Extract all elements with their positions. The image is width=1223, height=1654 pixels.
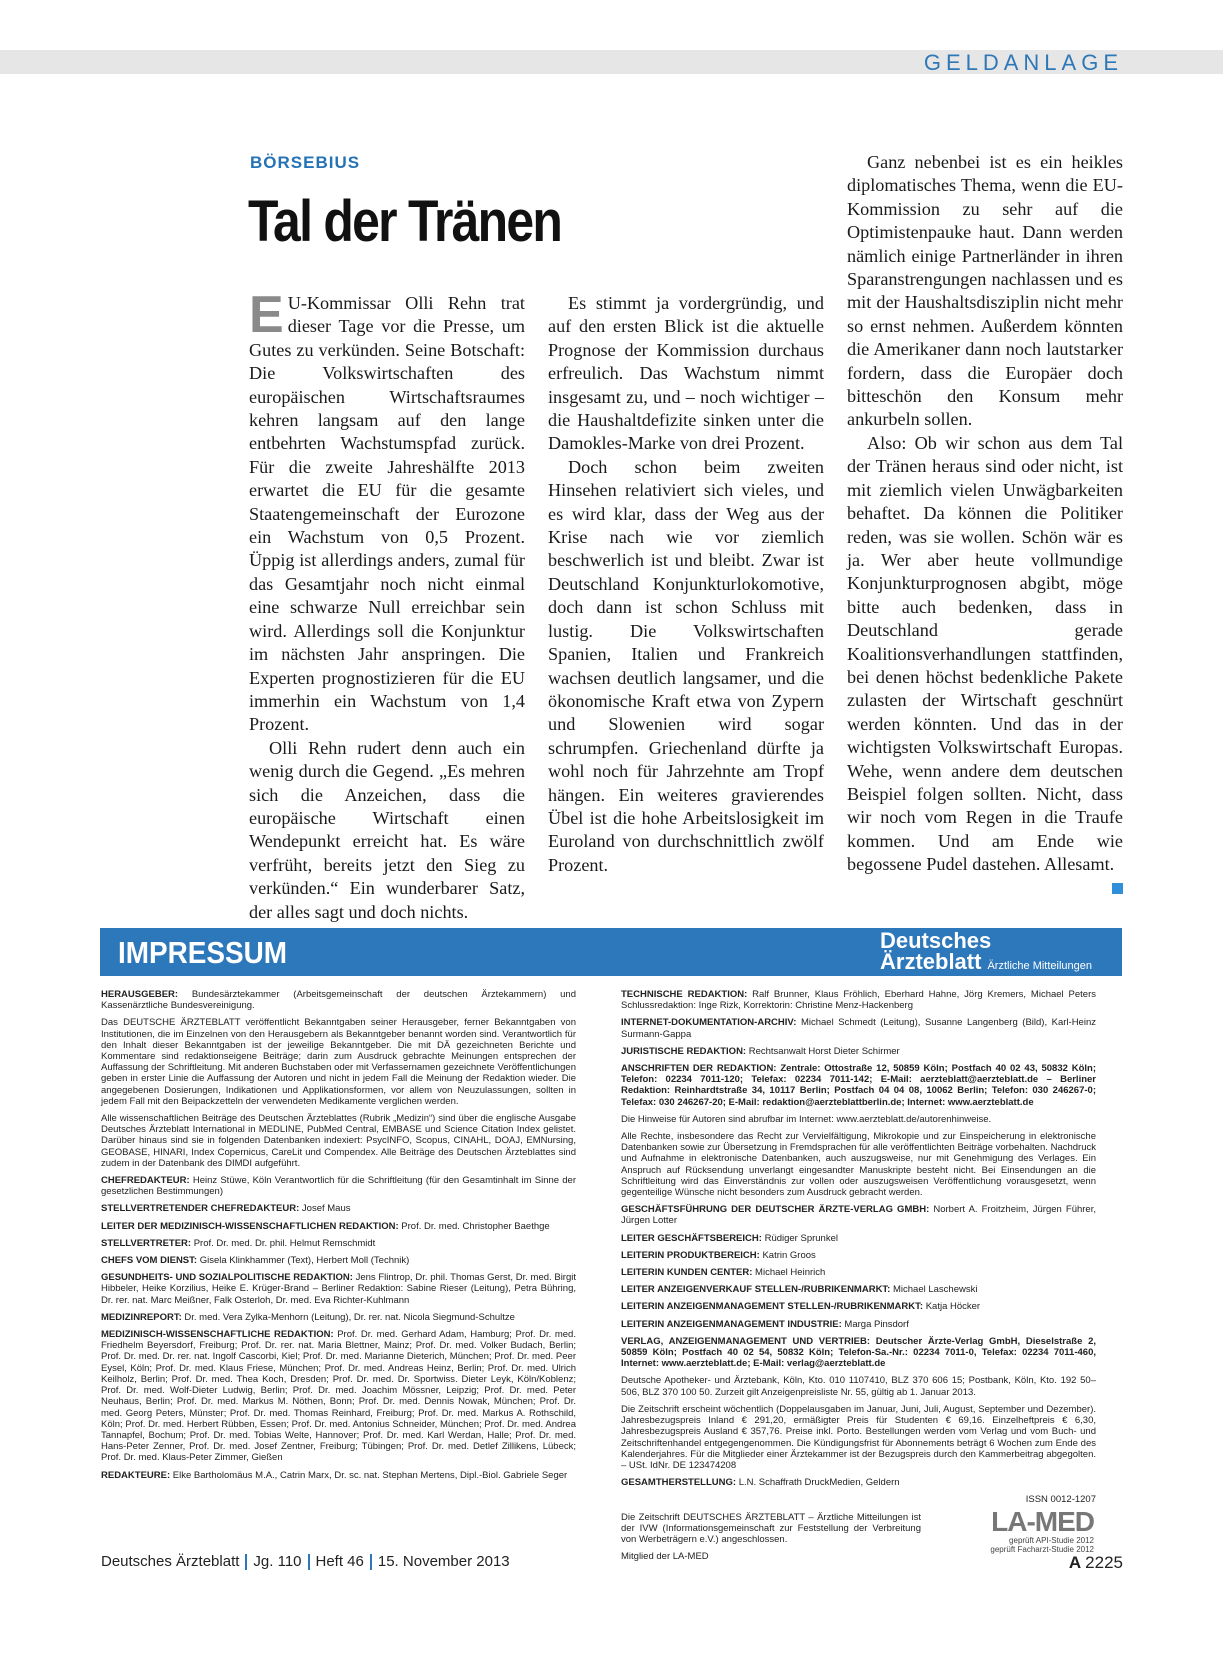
impressum-text: Norbert A. Froitzheim, Jürgen Führer, Jürgen Lotter <box>621 1204 1096 1227</box>
article-column-1 <box>249 286 525 924</box>
impressum-text: Die Zeitschrift erscheint wöchentlich (Doppelausgaben im Januar, Juni, Juli, August, September und Dezember). Jahresbezugspreis Inland € 291,20, ermäßigter Preis für Studenten € 69,16. Einzelheftpreis € 6,30, Jahresbezugspreis Ausland € 357,76. Preise inkl. Porto. Bestellungen werden vom Verlag und vom Buch- und Zeitschriftenhandel entgegengenommen. Die Kündigungsfrist für Abonnements beträgt 6 Wochen zum Ende des Kalenderjahres. Für die Mitglieder einer Ärztekammer ist der Bezugspreis durch den Kammerbeitrag abgegolten. – USt. IdNr. DE 123474208 <box>621 1403 1096 1471</box>
footer-volume: Jg. 110 <box>253 1553 302 1570</box>
drop-cap: E <box>249 286 284 344</box>
page-number: A 2225 <box>1068 1553 1123 1572</box>
impressum-text: Deutsche Apotheker- und Ärztebank, Köln, Kto. 010 1107410, BLZ 370 606 15; Postbank, Köln, Kto. 192 50–506, BLZ 370 100 50. Zurzeit gilt Anzeigenpreisliste Nr. 55, gültig ab 1. Januar 2013. <box>621 1375 1096 1398</box>
brand-line1: Deutsches <box>880 928 992 953</box>
article-headline: Tal der Tränen <box>248 189 562 254</box>
impressum-entry <box>621 1284 1096 1295</box>
impressum-text: Jens Flintrop, Dr. phil. Thomas Gerst, Dr. med. Birgit Hibbeler, Heike Korzilius, Heike E. Krüger-Brand – Berliner Redaktion: Sabine Rieser (Leitung), Petra Bühring, Dr. rer. nat. Marc Meißner, Falk Osterloh, Dr. med. Eva Richter-Kuhlmann <box>101 1272 576 1306</box>
impressum-entry <box>101 1470 576 1481</box>
impressum-label: GESCHÄFTSFÜHRUNG DER DEUTSCHER ÄRZTE-VERLAG GMBH: <box>621 1204 930 1216</box>
impressum-header <box>100 928 1122 976</box>
impressum-entry <box>621 1233 1096 1244</box>
end-mark-icon <box>1112 883 1123 894</box>
impressum-label: CHEFREDAKTEUR: <box>101 1175 190 1187</box>
impressum-text: Elke Bartholomäus M.A., Catrin Marx, Dr. sc. nat. Stephan Mertens, Dipl.-Biol. Gabriele Seger <box>170 1469 568 1481</box>
impressum-label: LEITERIN ANZEIGENMANAGEMENT STELLEN-/RUBRIKENMARKT: <box>621 1301 924 1313</box>
impressum-label: MEDIZINISCH-WISSENSCHAFTLICHE REDAKTION: <box>101 1329 334 1341</box>
impressum-entry <box>101 1238 576 1249</box>
impressum-entry <box>621 1336 1096 1370</box>
impressum-label: LEITERIN ANZEIGENMANAGEMENT INDUSTRIE: <box>621 1318 842 1330</box>
impressum-text: Das DEUTSCHE ÄRZTEBLATT veröffentlicht Bekanntgaben seiner Herausgeber, ferner Bekanntgaben von Institutionen, die im Einzelnen von den Herausgebern als Bekanntgeber benannt worden sind. Verantwortlich für den Inhalt dieser Bekanntgaben ist der jeweilige Bekanntgeber. Die mit DÄ gezeichneten Berichte und Kommentare sind redaktionseigene Beiträge; darin zum Ausdruck gebrachte Meinungen entsprechen der Auffassung der Schriftleitung. Mit anderen Buchstaben oder mit Verfassernamen gezeichnete Veröffentlichungen geben in erster Linie die Auffassung der Autoren und nicht in jedem Fall die Meinung der Redaktion wieder. Die angegebenen Dosierungen, Indikationen und Applikationsformen, vor allem von Neuzulassungen, sollten in jedem Fall mit den Beipackzetteln der verwendeten Medikamente verglichen werden. <box>101 1017 576 1107</box>
issn: ISSN 0012-1207 <box>1025 1494 1096 1506</box>
article-paragraph: Es stimmt ja vordergründig, und auf den ersten Blick ist die aktuelle Prognose der Kommission durchaus erfreulich. Das Wachstum nimmt insgesamt zu, und – noch wichtiger – die Haushaltdefizite sinken unter die Damokles-Marke von drei Prozent. <box>548 293 824 454</box>
impressum-text: Dr. med. Vera Zylka-Menhorn (Leitung), Dr. rer. nat. Nicola Siegmund-Schultze <box>181 1311 515 1323</box>
impressum-text: Gisela Klinkhammer (Text), Herbert Moll (Technik) <box>197 1255 410 1267</box>
section-bar <box>0 50 1223 74</box>
impressum-entry <box>621 1063 1096 1108</box>
impressum-entry <box>621 1267 1096 1278</box>
impressum-text: L.N. Schaffrath DruckMedien, Geldern <box>736 1477 900 1489</box>
impressum-label: LEITERIN KUNDEN CENTER: <box>621 1267 753 1279</box>
impressum-entry <box>101 1255 576 1266</box>
impressum-label: REDAKTEURE: <box>101 1469 171 1481</box>
footer-separator <box>308 1554 310 1570</box>
impressum-entry <box>101 1329 576 1463</box>
footer-separator <box>245 1554 247 1570</box>
article-column-3 <box>847 151 1123 894</box>
impressum-entry <box>101 1017 576 1107</box>
impressum-entry <box>621 1046 1096 1057</box>
impressum-entry <box>101 1221 576 1232</box>
impressum-label: LEITER DER MEDIZINISCH-WISSENSCHAFTLICHEN REDAKTION: <box>101 1220 399 1232</box>
impressum-label: LEITER ANZEIGENVERKAUF STELLEN-/RUBRIKENMARKT: <box>621 1284 891 1296</box>
impressum-text: Bundesärztekammer (Arbeitsgemeinschaft der deutschen Ärztekammern) und Kassenärztliche Bundesvereinigung. <box>101 989 576 1012</box>
impressum-label: MEDIZINREPORT: <box>101 1311 182 1323</box>
brand-subtitle: Ärztliche Mitteilungen <box>987 960 1093 972</box>
impressum-entry <box>621 1131 1096 1198</box>
impressum-title: IMPRESSUM <box>118 935 287 970</box>
impressum-label: TECHNISCHE REDAKTION: <box>621 989 748 1000</box>
impressum-left-column <box>101 989 576 1487</box>
article-paragraph: Ganz nebenbei ist es ein heikles diplomatisches Thema, wenn die EU-Kommission zu sehr auf die Optimistenpauke haut. Dann werden nämlich einige Partnerländer in ihren Sparanstrengungen nachlassen und es mit der Haushaltsdisziplin nicht mehr so ernst nehmen. Außerdem könnten die Amerikaner dann noch lautstarker fordern, dass die Europäer doch bitteschön den Konsum mehr ankurbeln sollen. <box>847 152 1123 430</box>
impressum-entry <box>101 1175 576 1197</box>
lamed-sub-2: geprüft Facharzt-Studie 2012 <box>990 1544 1094 1554</box>
impressum-text: Ralf Brunner, Klaus Fröhlich, Eberhard Hahne, Jörg Kremers, Michael Peters Schlussredaktion: Inge Rizk, Korrektorin: Christine Menz-Hackenberg <box>621 989 1097 1012</box>
impressum-entry <box>101 989 576 1011</box>
impressum-entry <box>621 1204 1096 1226</box>
impressum-text: Rüdiger Sprunkel <box>761 1232 838 1244</box>
brand-logo <box>880 930 1092 974</box>
footer-issue: Heft 46 <box>315 1553 364 1570</box>
brand-line2: Ärzteblatt <box>880 949 982 974</box>
impressum-entry <box>621 1250 1096 1261</box>
footer-magazine: Deutsches Ärzteblatt <box>101 1553 240 1570</box>
impressum-text: Die Hinweise für Autoren sind abrufbar im Internet: www.aerzteblatt.de/autorenhinweise. <box>621 1113 992 1125</box>
impressum-text: Katrin Groos <box>759 1249 816 1261</box>
impressum-label: HERAUSGEBER: <box>101 989 179 1000</box>
impressum-entry <box>621 1114 1096 1125</box>
impressum-text: Alle wissenschaftlichen Beiträge des Deutschen Ärzteblattes (Rubrik „Medizin“) sind über die englische Ausgabe Deutsches Ärzteblatt International in MEDLINE, PubMed Central, EMBASE und Science Citation Index gelistet. Darüber hinaus sind sie in folgenden Datenbanken indexiert: PsycINFO, Scopus, CINAHL, DOAJ, EMNursing, GEOBASE, HINARI, Index Copernicus, CareLit und Compendex. Alle Beiträge des Deutschen Ärzteblattes sind zudem in der Datenbank des DIMDI aufgeführt. <box>101 1113 576 1169</box>
article-paragraph: Also: Ob wir schon aus dem Tal der Tränen heraus sind oder nicht, ist mit ziemlich vielen Unwägbarkeiten behaftet. Da können die Politiker reden, was sie wollen. Schön wär es ja. Wer aber heute vollmundige Konjunkturprognosen abgibt, möge bitte auch bedenken, dass in Deutschland gerade Koalitionsverhandlungen stattfinden, bei denen höchst bedenkliche Pakete zulasten der Wirtschaft geschnürt werden könnten. Und das in der wichtigsten Volkswirtschaft Europas. Wehe, wenn andere dem deutschen Beispiel folgen sollten. Nicht, dass wir noch vom Regen in die Traufe kommen. Und am Ende wie begossene Pudel dastehen. Allesamt. <box>847 432 1123 877</box>
impressum-entry <box>621 1477 1096 1488</box>
impressum-text: Michael Laschewski <box>890 1284 978 1296</box>
impressum-label: LEITER GESCHÄFTSBEREICH: <box>621 1232 762 1244</box>
impressum-label: VERLAG, ANZEIGENMANAGEMENT UND VERTRIEB: Deutscher Ärzte-Verlag GmbH, Dieselstraße 2, 50859 Köln; Postfach 40 02 54, 50832 Köln; Telefon-Sa.-Nr.: 02234 7011-0, Telefax: 02234 7011-460, Internet: www.aerzteblatt.de; E-Mail: verlag@aerzteblatt.de <box>621 1335 1096 1370</box>
impressum-entry <box>101 1113 576 1169</box>
article-column-2 <box>548 292 824 877</box>
impressum-label: CHEFS VOM DIENST: <box>101 1255 198 1267</box>
page-footer <box>101 1553 1123 1575</box>
impressum-entry <box>621 1375 1096 1397</box>
impressum-text: Michael Heinrich <box>752 1267 826 1279</box>
article-paragraph: Olli Rehn rudert denn auch ein wenig durch die Gegend. „Es mehren sich die Anzeichen, dass die europäische Wirtschaft einen Wendepunkt erreicht hat. Es wäre verfrüht, bereits jetzt den Sieg zu verkünden.“ Ein wunderbarer Satz, der alles sagt und doch nichts. <box>249 737 525 922</box>
footer-separator <box>370 1554 372 1570</box>
impressum-label: JURISTISCHE REDAKTION: <box>621 1045 747 1057</box>
impressum-right-column <box>621 989 1096 1568</box>
impressum-entry <box>621 1404 1096 1471</box>
impressum-text: Rechtsanwalt Horst Dieter Schirmer <box>746 1045 900 1057</box>
impressum-label: ANSCHRIFTEN DER REDAKTION: Zentrale: Ottostraße 12, 50859 Köln; Postfach 40 02 43, 50832 Köln; Telefon: 02234 7011-120; Telefax: 02234 7011-142; E-Mail: aerzteblatt@aerzteblatt.de – Berliner Redaktion: Reinhardtstraße 34, 10117 Berlin; Postfach 04 04 08, 10062 Berlin; Telefon: 030 246267-0; Telefax: 030 246267-20; E-Mail: redaktion@aerzteblattberlin.de; Internet: www.aerzteblatt.de <box>621 1063 1096 1108</box>
impressum-text: Michael Schmedt (Leitung), Susanne Langenberg (Bild), Karl-Heinz Surmann-Gappa <box>621 1017 1096 1040</box>
article-paragraph: Doch schon beim zweiten Hinsehen relativiert sich vieles, und es wird klar, dass der Weg aus der Krise nach wie vor ziemlich beschwerlich ist und bleibt. Zwar ist Deutschland Konjunkturlokomotive, doch dann ist schon Schluss mit lustig. Die Volkswirtschaften Spanien, Italien und Frankreich wachsen deutlich langsamer, und die ökonomische Kraft etwa von Zypern und Slowenien wird sogar schrumpfen. Griechenland dürfte ja wohl noch für Jahrzehnte am Tropf hängen. Ein weiteres gravierendes Übel ist die hohe Arbeitslosigkeit im Euroland von durchschnittlich zwölf Prozent. <box>548 456 824 875</box>
footer-date: 15. November 2013 <box>377 1553 510 1570</box>
impressum-label: LEITERIN PRODUKTBEREICH: <box>621 1249 760 1261</box>
impressum-text: Prof. Dr. med. Dr. phil. Helmut Remschmidt <box>191 1237 376 1249</box>
impressum-entry <box>101 1203 576 1214</box>
impressum-text: Prof. Dr. med. Christopher Baethge <box>398 1220 550 1232</box>
impressum-label: STELLVERTRETER: <box>101 1237 192 1249</box>
impressum-text: Prof. Dr. med. Gerhard Adam, Hamburg; Prof. Dr. med. Friedhelm Beyersdorf, Freiburg; Prof. Dr. rer. nat. Maria Blettner, Mainz; Prof. Dr. med. Volker Budach, Berlin; Prof. Dr. med. Dr. rer. nat. Ingolf Cascorbi, Kiel; Prof. Dr. med. Marianne Dieterich, München; Prof. Dr. med. Peer Eysel, Köln; Prof. Dr. med. Klaus Friese, München; Prof. Dr. med. Andreas Heinz, Berlin; Prof. Dr. med. Ulrich Keilholz, Berlin; Prof. Dr. med. Thea Koch, Dresden; Prof. Dr. med. Dr. Sportwiss. Dieter Leyk, Köln/Koblenz; Prof. Dr. med. Wolf-Dieter Ludwig, Berlin; Prof. Dr. med. Joachim Mössner, Leipzig; Prof. Dr. med. Peter Neuhaus, Berlin; Prof. Dr. med. Markus M. Nöthen, Bonn; Prof. Dr. med. Dennis Nowak, München; Prof. Dr. med. Georg Peters, Münster; Prof. Dr. med. Thomas Reinhard, Freiburg; Prof. Dr. med. Markus A. Rothschild, Köln; Prof. Dr. med. Herbert Rübben, Essen; Prof. Dr. med. Antonius Schneider, München; Prof. Dr. med. Andrea Tannapfel, Bochum; Prof. Dr. med. Tobias Welte, Hannover; Prof. Dr. med. Karl Werdan, Halle; Prof. Dr. med. Hans-Peter Zenner, Prof. Dr. med. Josef Zentner, Freiburg; Tübingen; Prof. Dr. med. Detlef Zillikens, Lübeck; Prof. Dr. med. Klaus-Peter Zimmer, Gießen <box>101 1329 576 1464</box>
lamed-member: Mitglied der LA-MED <box>621 1551 709 1563</box>
impressum-text: Heinz Stüwe, Köln Verantwortlich für die Schriftleitung (für den Gesamtinhalt im Sinne der gesetzlichen Bestimmungen) <box>101 1175 576 1198</box>
impressum-label: INTERNET-DOKUMENTATION-ARCHIV: <box>621 1017 797 1029</box>
article-kicker: BÖRSEBIUS <box>250 153 361 172</box>
lamed-logo-text: LA-MED <box>991 1505 1094 1537</box>
lamed-sub-1: geprüft API-Studie 2012 <box>1009 1535 1094 1545</box>
impressum-entry <box>101 1272 576 1306</box>
impressum-label: STELLVERTRETENDER CHEFREDAKTEUR: <box>101 1203 300 1215</box>
impressum-entry <box>101 1312 576 1323</box>
impressum-label: GESAMTHERSTELLUNG: <box>621 1477 737 1489</box>
impressum-text: Josef Maus <box>299 1203 351 1215</box>
impressum-entry <box>621 1301 1096 1312</box>
section-label: GELDANLAGE <box>923 50 1123 75</box>
ivw-note: Die Zeitschrift DEUTSCHES ÄRZTEBLATT – Ärztliche Mitteilungen ist der IVW (Informationsgemeinschaft zur Feststellung der Verbreitung von Werbeträgern e.V.) angeschlossen. <box>621 1511 921 1545</box>
impressum-text: Marga Pinsdorf <box>841 1318 909 1330</box>
impressum-label: GESUNDHEITS- UND SOZIALPOLITISCHE REDAKTION: <box>101 1272 353 1284</box>
impressum-text: Alle Rechte, insbesondere das Recht zur Vervielfältigung, Mikrokopie und zur Einspeicherung in elektronische Datenbanken sowie zur Übersetzung in Fremdsprachen für alle veröffentlichten Beiträge vorbehalten. Nachdruck und Aufnahme in elektronische Datenbanken, auch auszugsweise, nur mit Genehmigung des Verlages. Ein Anspruch auf Rücksendung unverlangt eingesandter Manuskripte besteht nicht. Bei Einsendungen an die Schriftleitung wird das Einverständnis zur vollen oder auszugsweisen Veröffentlichung vorausgesetzt, wenn gegenteilige Wünsche nicht besonders zum Ausdruck gebracht werden. <box>621 1131 1096 1199</box>
impressum-entry <box>621 989 1096 1011</box>
impressum-text: Katja Höcker <box>923 1301 981 1313</box>
impressum-entry <box>621 1319 1096 1330</box>
lamed-logo <box>984 1505 1094 1554</box>
article-paragraph: E U-Kommissar Olli Rehn trat dieser Tage vor die Presse, um Gutes zu verkünden. Seine Botschaft: Die Volkswirtschaften des europäischen Wirtschaftsraumes kehren langsam auf den lange entbehrten Wachstumspfad zurück. Für die zweite Jahreshälfte 2013 erwartet die EU für die gesamte Staatengemeinschaft der Eurozone ein Wachstum von 0,5 Prozent. Üppig ist allerdings anders, zumal für das Gesamtjahr noch nicht einmal eine schwarze Null erreichbar sein wird. Allerdings soll die Konjunktur im nächsten Jahr anspringen. Die Experten prognostizieren für die EU immerhin ein Wachstum von 1,4 Prozent. <box>249 286 525 735</box>
impressum-entry <box>621 1017 1096 1039</box>
